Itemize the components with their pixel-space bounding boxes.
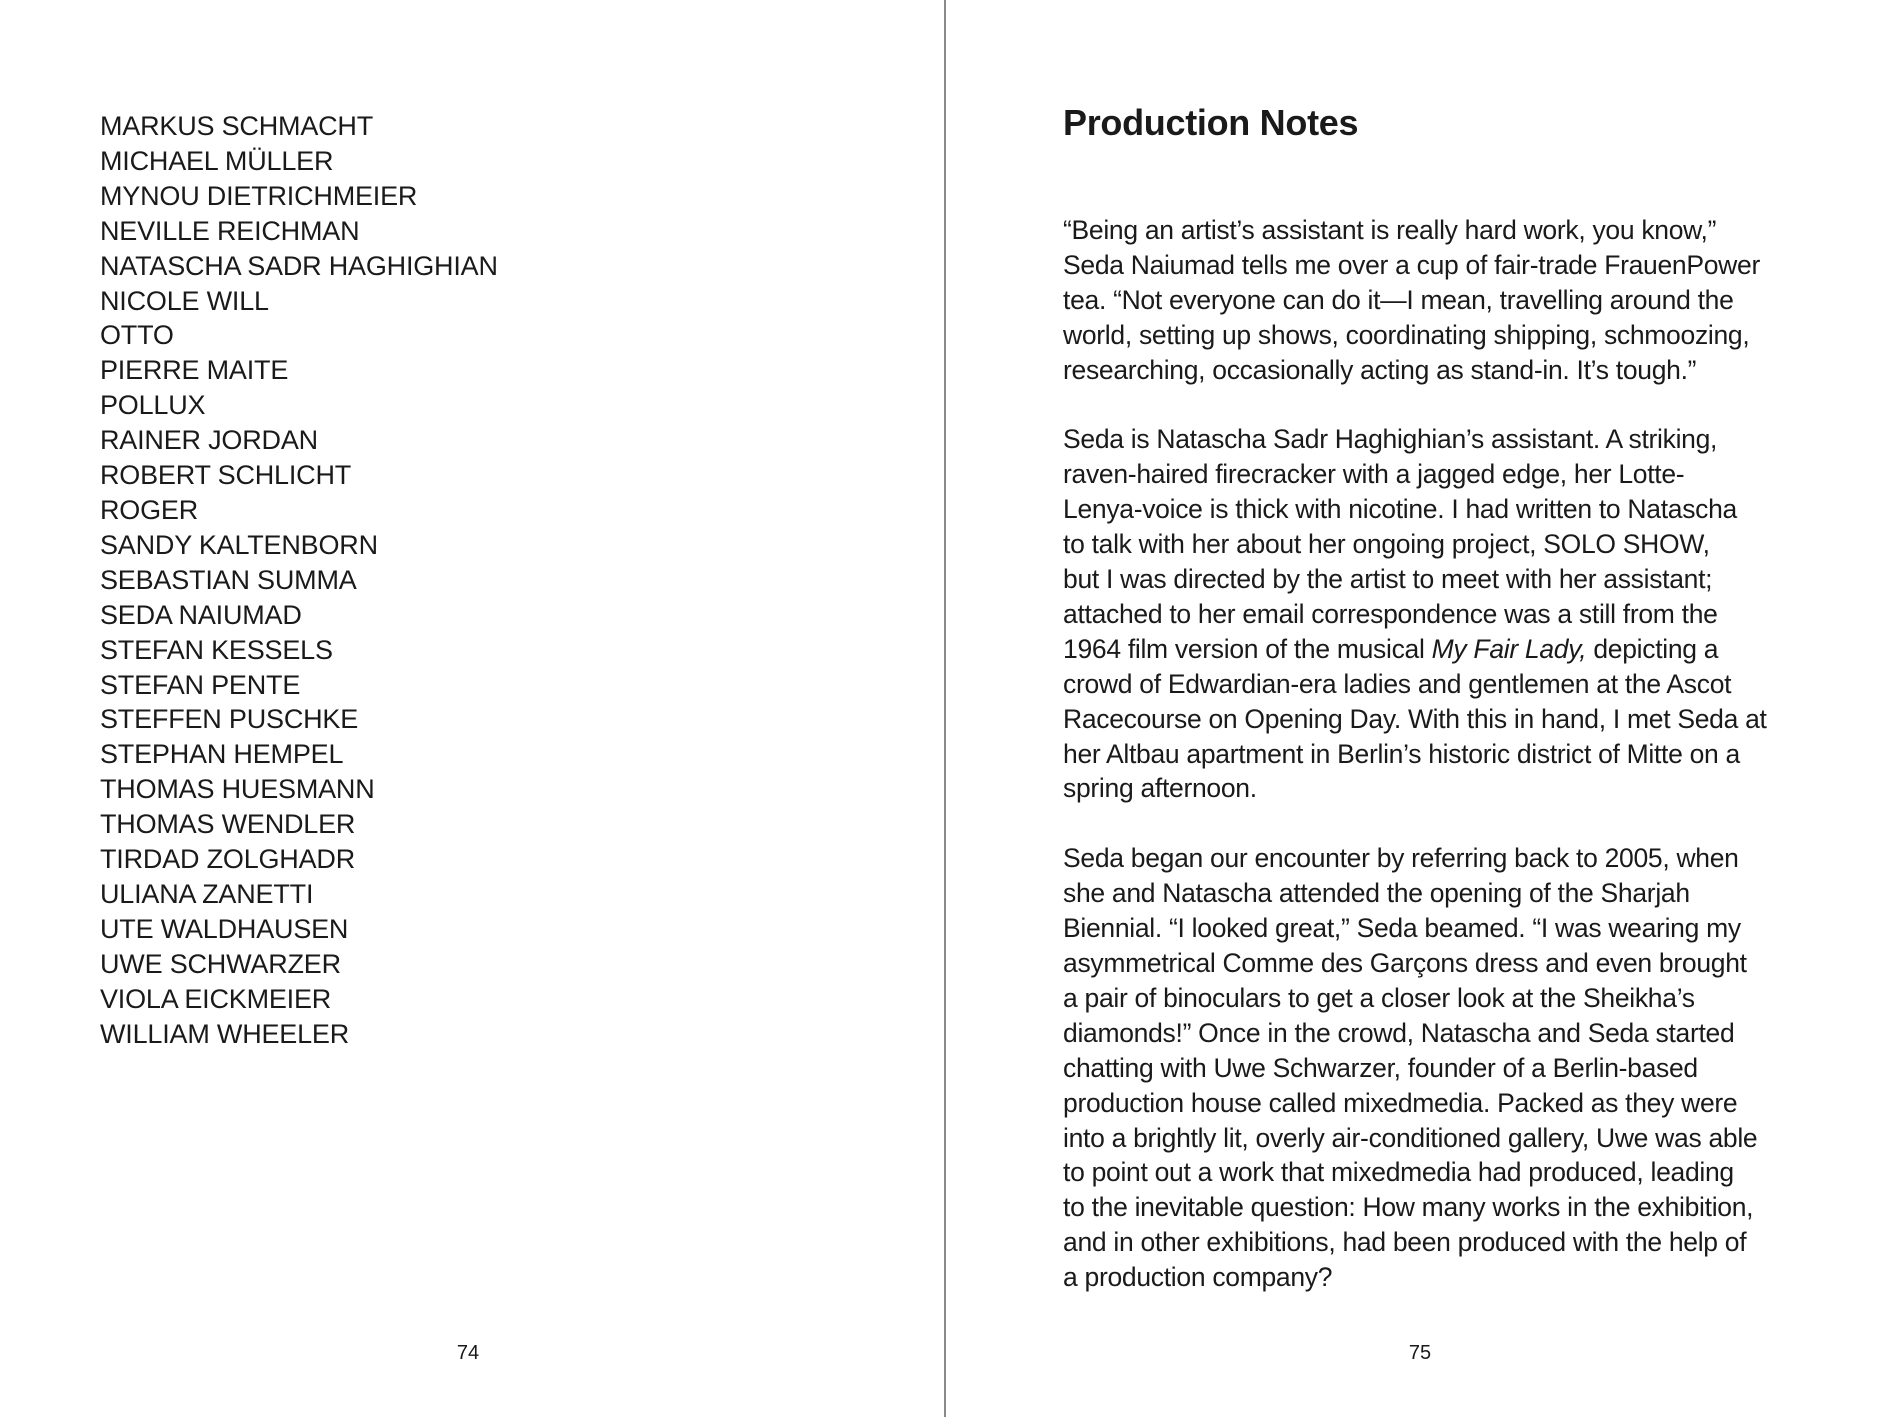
text-line: Seda Naiumad tells me over a cup of fair-trade FrauenPower [1063,249,1760,280]
name-list-item: NATASCHA SADR HAGHIGHIAN [100,250,498,281]
name-list-item: PIERRE MAITE [100,355,289,386]
text-line: a pair of binoculars to get a closer look at the Sheikha’s [1063,982,1695,1013]
text-line: chatting with Uwe Schwarzer, founder of a Berlin-based [1063,1052,1698,1083]
text-line: researching, occasionally acting as stand-in. It’s tough.” [1063,354,1697,385]
text-segment: 1964 film version of the musical [1063,633,1432,664]
name-list-item: POLLUX [100,390,206,421]
name-list-item: THOMAS HUESMANN [100,774,375,805]
name-list-item: NICOLE WILL [100,285,269,316]
name-list-item: OTTO [100,320,174,351]
page-number-right: 75 [1408,1342,1432,1364]
name-list-item: VIOLA EICKMEIER [100,983,332,1014]
text-line: production house called mixedmedia. Packed as they were [1063,1087,1738,1118]
text-line: spring afternoon. [1063,773,1257,804]
text-line: “Being an artist’s assistant is really hard work, you know,” [1063,215,1717,245]
name-list-item: MICHAEL MÜLLER [100,145,334,176]
text-line: and in other exhibitions, had been produced with the help of [1063,1227,1747,1258]
name-list-item: MYNOU DIETRICHMEIER [100,180,418,211]
name-list-item: THOMAS WENDLER [100,809,356,840]
text-line [1063,632,1803,667]
body-text [1063,213,1803,1330]
name-list-item: WILLIAM WHEELER [100,1018,350,1049]
text-line: world, setting up shows, coordinating shipping, schmoozing, [1063,319,1750,350]
right-page [946,0,1889,1417]
text-line: into a brightly lit, overly air-conditioned gallery, Uwe was able [1063,1122,1758,1153]
text-line: her Altbau apartment in Berlin’s historic district of Mitte on a [1063,738,1740,769]
text-line: Biennial. “I looked great,” Seda beamed. “I was wearing my [1063,913,1741,944]
name-list-item: ROGER [100,494,199,525]
text-line: raven-haired firecracker with a jagged edge, her Lotte- [1063,459,1685,490]
name-list-item: SANDY KALTENBORN [100,529,378,560]
text-line: Seda is Natascha Sadr Haghighian’s assistant. A striking, [1063,424,1718,455]
text-line: tea. “Not everyone can do it—I mean, travelling around the [1063,284,1734,315]
name-list-item: RAINER JORDAN [100,425,318,456]
text-line: a production company? [1063,1262,1333,1293]
text-line: Lenya-voice is thick with nicotine. I had written to Natascha [1063,494,1737,525]
name-list-item: SEBASTIAN SUMMA [100,564,357,595]
text-line: but I was directed by the artist to meet with her assistant; [1063,564,1713,595]
paragraph [1063,422,1803,806]
name-list-item: ROBERT SCHLICHT [100,460,352,491]
film-title-italic: My Fair Lady, [1431,633,1587,664]
text-line: Seda began our encounter by referring back to 2005, when [1063,843,1739,874]
text-line: Racecourse on Opening Day. With this in hand, I met Seda at [1063,703,1767,734]
text-line: asymmetrical Comme des Garçons dress and even brought [1063,948,1747,978]
name-list-item: STEFFEN PUSCHKE [100,704,359,735]
name-list-item: UWE SCHWARZER [100,948,341,979]
text-line: to point out a work that mixedmedia had produced, leading [1063,1157,1734,1188]
name-list-item: STEPHAN HEMPEL [100,739,344,770]
paragraph [1063,213,1803,388]
text-line: attached to her email correspondence was a still from the [1063,598,1718,629]
text-segment: depicting a [1586,633,1719,664]
name-list-item: UTE WALDHAUSEN [100,913,349,944]
name-list [100,109,498,1051]
left-page [0,0,944,1417]
text-line: diamonds!” Once in the crowd, Natascha and Seda started [1063,1017,1735,1048]
name-list-item: STEFAN PENTE [100,669,301,700]
text-line: to talk with her about her ongoing project, SOLO SHOW, [1063,529,1710,560]
text-line: crowd of Edwardian-era ladies and gentlemen at the Ascot [1063,668,1732,699]
name-list-item: TIRDAD ZOLGHADR [100,844,356,875]
text-line: she and Natascha attended the opening of the Sharjah [1063,878,1690,909]
section-heading: Production Notes [1063,102,1359,143]
name-list-item: MARKUS SCHMACHT [100,111,374,141]
text-line: to the inevitable question: How many works in the exhibition, [1063,1192,1754,1223]
page-number-left: 74 [456,1342,480,1364]
name-list-item: ULIANA ZANETTI [100,878,314,909]
name-list-item: NEVILLE REICHMAN [100,215,360,246]
name-list-item: SEDA NAIUMAD [100,599,302,630]
paragraph [1063,841,1803,1295]
name-list-item: STEFAN KESSELS [100,634,333,665]
